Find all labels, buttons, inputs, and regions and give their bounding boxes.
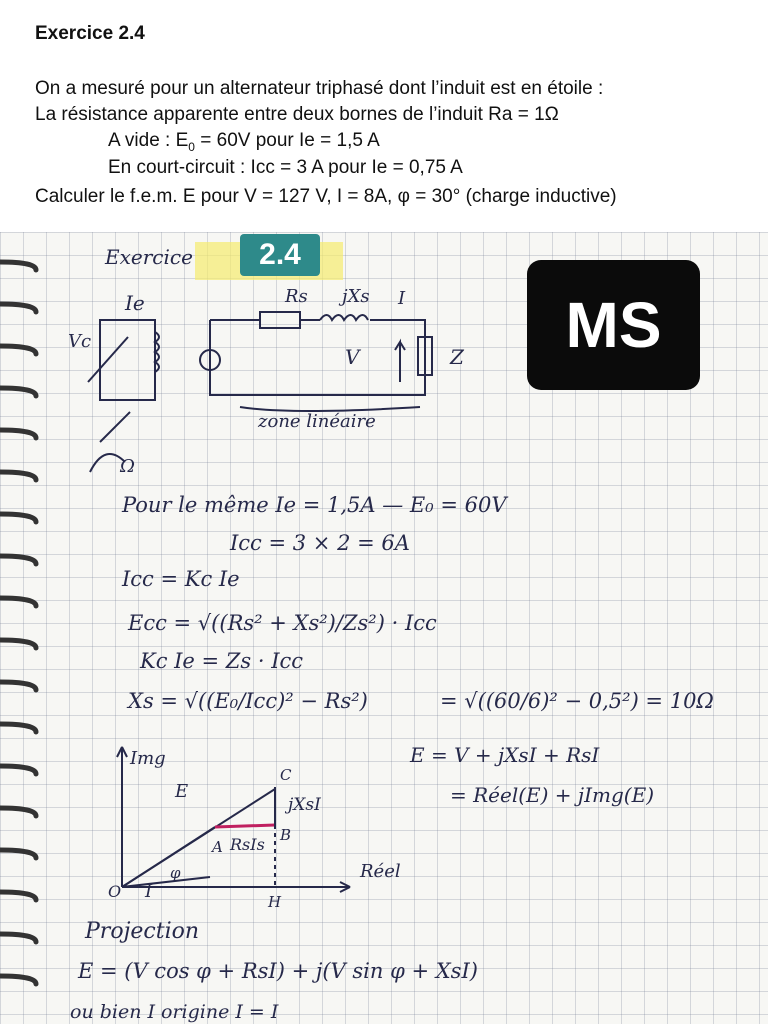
eq-line-7: = √((60/6)² − 0,5²) = 10Ω xyxy=(440,689,714,713)
hand-heading: Exercice xyxy=(105,245,193,269)
point-h: H xyxy=(268,893,282,911)
projection-eq: E = (V cos φ + RsI) + j(V sin φ + XsI) xyxy=(78,959,478,983)
label-z: Z xyxy=(450,345,464,369)
circuit-diagram xyxy=(88,312,432,472)
notebook-photo xyxy=(0,232,768,1024)
point-b: B xyxy=(280,826,292,844)
no-load-prefix: A vide : E xyxy=(108,130,189,151)
projection-footer: ou bien I origine I = I xyxy=(70,1001,279,1023)
point-o: O xyxy=(108,882,122,901)
phasor-rsis: RsIs xyxy=(230,835,265,854)
label-v: V xyxy=(345,345,360,369)
no-load-line xyxy=(108,130,380,154)
short-circuit-line: En court-circuit : Icc = 3 A pour Ie = 0,75 A xyxy=(108,157,463,178)
question-line: Calculer le f.e.m. E pour V = 127 V, I = 8A, φ = 30° (charge inductive) xyxy=(35,186,617,207)
point-a: A xyxy=(212,838,223,856)
ms-logo: MS xyxy=(527,260,700,390)
eq-line-3: Icc = Kc Ie xyxy=(122,567,240,591)
eq-line-1: Pour le même Ie = 1,5A — E₀ = 60V xyxy=(122,493,507,517)
exercise-title: Exercice 2.4 xyxy=(35,23,145,44)
label-jxs: jXs xyxy=(342,286,370,307)
point-c: C xyxy=(280,766,292,784)
projection-title: Projection xyxy=(85,919,200,944)
right-eq-2: = Réel(E) + jImg(E) xyxy=(450,783,654,807)
eq-line-2: Icc = 3 × 2 = 6A xyxy=(230,531,410,555)
exercise-statement xyxy=(0,0,768,232)
exercise-badge: 2.4 xyxy=(240,234,320,276)
label-ie: Ie xyxy=(125,291,145,315)
phasor-jxsi: jXsI xyxy=(288,795,321,815)
phasor-i: I xyxy=(145,881,153,902)
axis-imag: Img xyxy=(130,748,166,769)
intro-line: On a mesuré pour un alternateur triphasé dont l’induit est en étoile : xyxy=(35,78,604,99)
label-omega: Ω xyxy=(120,456,135,477)
label-i: I xyxy=(398,288,406,309)
right-eq-1: E = V + jXsI + RsI xyxy=(410,743,600,767)
eq-line-4: Ecc = √((Rs² + Xs²)/Zs²) · Icc xyxy=(128,611,437,635)
label-rs: Rs xyxy=(285,286,308,307)
label-zone: zone linéaire xyxy=(258,411,376,432)
resistance-line: La résistance apparente entre deux bornes de l’induit Ra = 1Ω xyxy=(35,104,559,125)
handwritten-solution xyxy=(0,232,768,1024)
no-load-sub: 0 xyxy=(188,139,195,154)
no-load-suffix: = 60V pour Ie = 1,5 A xyxy=(194,130,380,151)
phasor-phi: φ xyxy=(170,864,181,882)
eq-line-6: Xs = √((E₀/Icc)² − Rs²) xyxy=(128,689,368,713)
phasor-e: E xyxy=(175,781,189,802)
axis-real: Réel xyxy=(360,861,401,882)
label-vc: Vc xyxy=(68,331,92,352)
eq-line-5: Kc Ie = Zs · Icc xyxy=(140,649,304,673)
